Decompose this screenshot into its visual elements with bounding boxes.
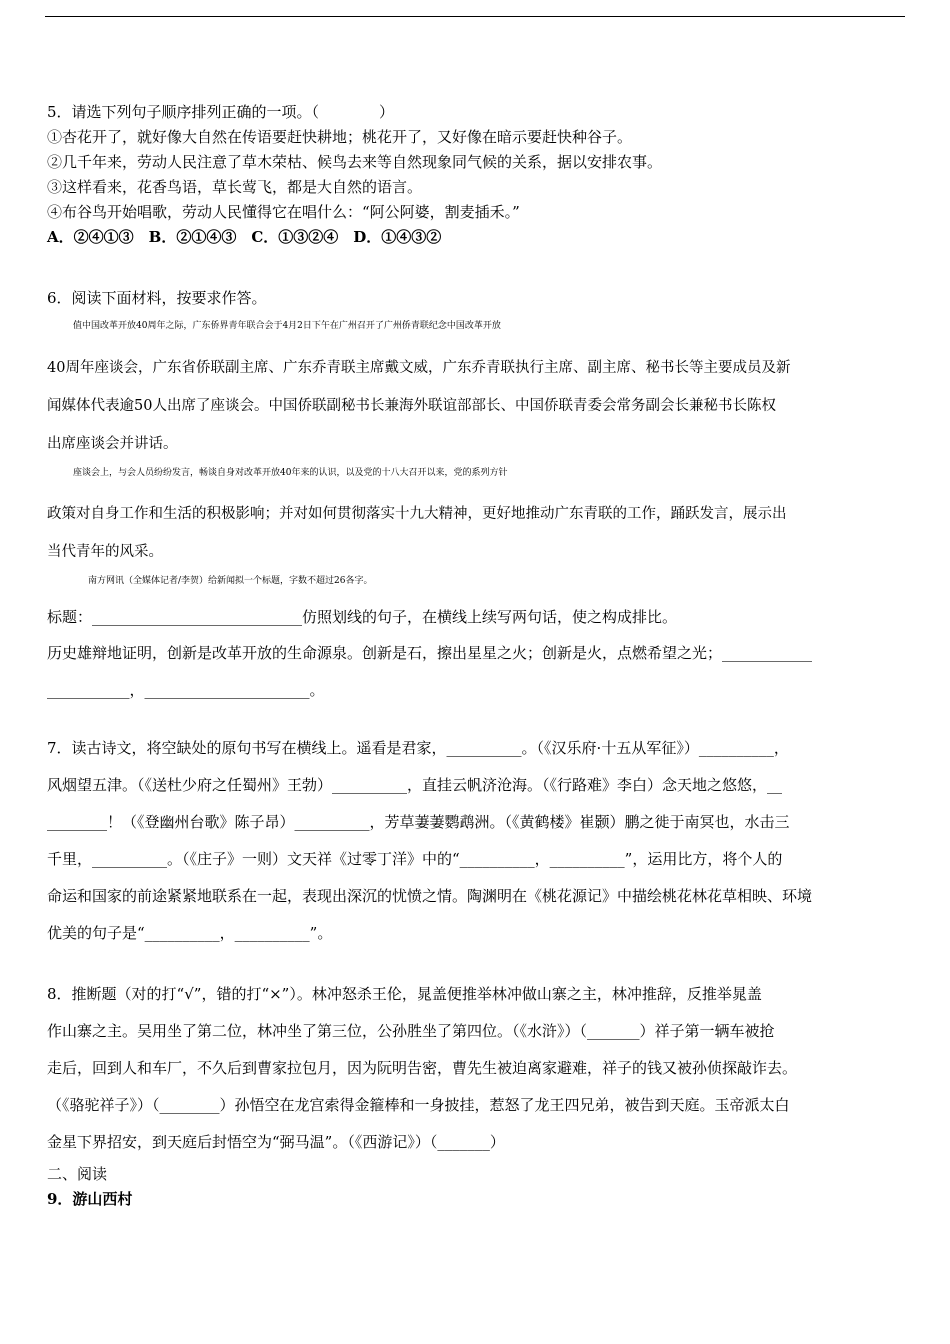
q6-stem: 6．阅读下面材料，按要求作答。 — [47, 289, 267, 307]
q7-line-4: 千里，__________。（《庄子》一则）文天祥《过零丁洋》中的“__________，__________”，运用比方，将个人的 — [47, 850, 783, 868]
q6-parallel-blanks: ___________，______________________。 — [47, 681, 325, 699]
section-heading: 二、阅读 — [47, 1165, 108, 1183]
q6-passage-line-4: 出席座谈会并讲话。 — [47, 436, 178, 452]
q5-sentence-3: ③这样看来，花香鸟语，草长莺飞，都是大自然的语言。 — [47, 178, 423, 196]
q8-line-2: 作山寨之主。吴用坐了第二位，林冲坐了第三位，公孙胜坐了第四位。（《水浒》）（_______）祥子第一辆车被抢 — [47, 1022, 775, 1040]
q8-line-3: 走后，回到人和车厂，不久后到曹家拉包月，因为阮明告密，曹先生被迫离家避难，祥子的钱又被孙侦探敲诈去。 — [47, 1059, 798, 1077]
q6-passage-line-1: 值中国改革开放40周年之际，广东侨界青年联合会于4月2日下午在广州召开了广州侨青联纪念中国改革开放 — [73, 321, 501, 331]
q5-sentence-4: ④布谷鸟开始唱歌，劳动人民懂得它在唱什么：“阿公阿婆，割麦插禾。” — [47, 203, 520, 221]
q5-sentence-1: ①杏花开了，就好像大自然在传语要赶快耕地；桃花开了，又好像在暗示要赶快种谷子。 — [47, 128, 633, 146]
q6-task: 南方网讯（全媒体记者/李贺）给新闻拟一个标题，字数不超过26各字。 — [88, 576, 373, 586]
q7-line-5: 命运和国家的前途紧紧地联系在一起，表现出深沉的忧愤之情。陶渊明在《桃花源记》中描绘桃花林花草相映、环境 — [47, 887, 813, 905]
q7-line-6: 优美的句子是“__________，__________”。 — [47, 924, 333, 942]
q5-sentence-2: ②几千年来，劳动人民注意了草木荣枯、候鸟去来等自然现象同气候的关系，据以安排农事。 — [47, 153, 663, 171]
q8-line-4: （《骆驼祥子》）（________）孙悟空在龙宫索得金箍棒和一身披挂，惹怒了龙王四兄弟，被告到天庭。玉帝派太白 — [47, 1096, 790, 1114]
q6-passage-line-3: 闻媒体代表逾50人出席了座谈会。中国侨联副秘书长兼海外联谊部部长、中国侨联青委会常务副会长兼秘书长陈权 — [47, 398, 776, 414]
q6-passage-line-2: 40周年座谈会，广东省侨联副主席、广东乔青联主席戴文威，广东乔青联执行主席、副主席、秘书长等主要成员及新 — [47, 360, 791, 376]
header-rule — [45, 16, 905, 17]
q7-line-1: 7．读古诗文，将空缺处的原句书写在横线上。遥看是君家，__________。（《汉乐府·十五从军征》）__________， — [47, 739, 789, 757]
q9-title: 9．游山西村 — [47, 1190, 133, 1208]
q6-passage-line-7: 当代青年的风采。 — [47, 544, 163, 560]
q5-options: A．②④①③ B．②①④③ C．①③②④ D．①④③② — [47, 228, 442, 246]
q8-line-1: 8．推断题（对的打“√”，错的打“×”）。林冲怒杀王伦，晁盖便推举林冲做山寨之主，林冲推辞，反推举晁盖 — [47, 985, 762, 1003]
q5-stem: 5．请选下列句子顺序排列正确的一项。（ ） — [47, 103, 395, 121]
q6-parallel-prompt: 历史雄辩地证明，创新是改革开放的生命源泉。创新是石，擦出星星之火；创新是火，点燃希望之光；____________ — [47, 644, 813, 662]
q7-line-2: 风烟望五津。（《送杜少府之任蜀州》王勃）__________，直挂云帆济沧海。（《行路难》李白）念天地之悠悠，__ — [47, 776, 783, 794]
q6-passage-line-5: 座谈会上，与会人员纷纷发言，畅谈自身对改革开放40年来的认识，以及党的十八大召开以来，党的系列方针 — [73, 468, 508, 478]
q8-line-5: 金星下界招安，到天庭后封悟空为“弼马温”。（《西游记》）（_______） — [47, 1133, 505, 1151]
q6-title-blank: 标题：____________________________仿照划线的句子，在横线上续写两句话，使之构成排比。 — [47, 608, 678, 626]
q7-line-3: ________！（《登幽州台歌》陈子昂）__________，芳草萋萋鹦鹉洲。（《黄鹤楼》崔颢）鹏之徙于南冥也，水击三 — [47, 813, 790, 831]
q6-passage-line-6: 政策对自身工作和生活的积极影响；并对如何贯彻落实十九大精神，更好地推动广东青联的工作，踊跃发言，展示出 — [47, 506, 787, 522]
